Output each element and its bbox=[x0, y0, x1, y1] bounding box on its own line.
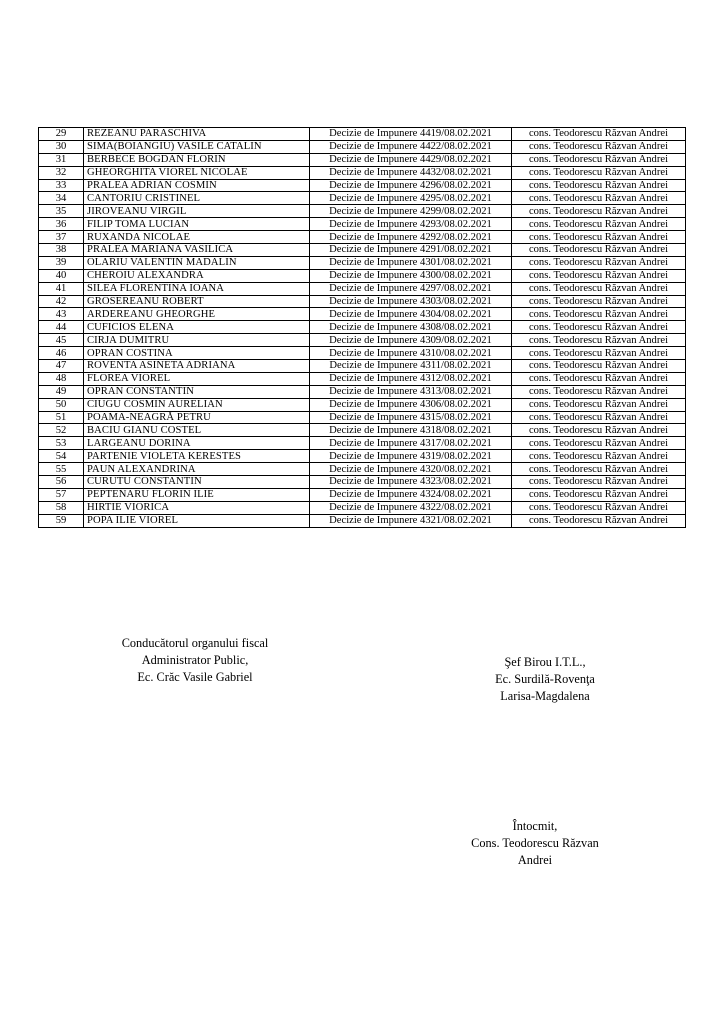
row-number-cell: 59 bbox=[39, 514, 84, 527]
table-row bbox=[39, 244, 686, 257]
row-number-cell: 58 bbox=[39, 501, 84, 514]
responsible-officer-cell: cons. Teodorescu Răzvan Andrei bbox=[512, 269, 686, 282]
taxpayers-table-body bbox=[39, 128, 686, 528]
row-number-cell: 36 bbox=[39, 218, 84, 231]
decision-reference-cell: Decizie de Impunere 4313/08.02.2021 bbox=[310, 385, 512, 398]
row-number-cell: 32 bbox=[39, 166, 84, 179]
decision-reference-cell: Decizie de Impunere 4303/08.02.2021 bbox=[310, 295, 512, 308]
signature-block-office-head bbox=[450, 654, 640, 705]
row-number-cell: 37 bbox=[39, 231, 84, 244]
signature-person-continued: Larisa-Magdalena bbox=[500, 689, 590, 703]
decision-reference-cell: Decizie de Impunere 4319/08.02.2021 bbox=[310, 450, 512, 463]
taxpayer-name-cell: SILEA FLORENTINA IOANA bbox=[84, 282, 310, 295]
row-number-cell: 41 bbox=[39, 282, 84, 295]
table-row bbox=[39, 321, 686, 334]
decision-reference-cell: Decizie de Impunere 4318/08.02.2021 bbox=[310, 424, 512, 437]
taxpayer-name-cell: RUXANDA NICOLAE bbox=[84, 231, 310, 244]
responsible-officer-cell: cons. Teodorescu Răzvan Andrei bbox=[512, 347, 686, 360]
taxpayer-name-cell: PEPTENARU FLORIN ILIE bbox=[84, 488, 310, 501]
signature-block-fiscal-head bbox=[100, 635, 290, 686]
taxpayer-name-cell: REZEANU PARASCHIVA bbox=[84, 128, 310, 141]
row-number-cell: 53 bbox=[39, 437, 84, 450]
table-row bbox=[39, 360, 686, 373]
taxpayers-table bbox=[38, 127, 686, 528]
responsible-officer-cell: cons. Teodorescu Răzvan Andrei bbox=[512, 205, 686, 218]
responsible-officer-cell: cons. Teodorescu Răzvan Andrei bbox=[512, 231, 686, 244]
taxpayer-name-cell: CIRJA DUMITRU bbox=[84, 334, 310, 347]
decision-reference-cell: Decizie de Impunere 4324/08.02.2021 bbox=[310, 488, 512, 501]
table-row bbox=[39, 488, 686, 501]
responsible-officer-cell: cons. Teodorescu Răzvan Andrei bbox=[512, 514, 686, 527]
row-number-cell: 50 bbox=[39, 398, 84, 411]
table-row bbox=[39, 476, 686, 489]
responsible-officer-cell: cons. Teodorescu Răzvan Andrei bbox=[512, 385, 686, 398]
responsible-officer-cell: cons. Teodorescu Răzvan Andrei bbox=[512, 372, 686, 385]
decision-reference-cell: Decizie de Impunere 4308/08.02.2021 bbox=[310, 321, 512, 334]
table-row bbox=[39, 295, 686, 308]
responsible-officer-cell: cons. Teodorescu Răzvan Andrei bbox=[512, 192, 686, 205]
responsible-officer-cell: cons. Teodorescu Răzvan Andrei bbox=[512, 295, 686, 308]
row-number-cell: 31 bbox=[39, 153, 84, 166]
signature-title: Conducătorul organului fiscal bbox=[121, 636, 269, 650]
signature-block-prepared-by bbox=[440, 818, 630, 869]
table-row bbox=[39, 372, 686, 385]
taxpayer-name-cell: CURUTU CONSTANTIN bbox=[84, 476, 310, 489]
responsible-officer-cell: cons. Teodorescu Răzvan Andrei bbox=[512, 488, 686, 501]
decision-reference-cell: Decizie de Impunere 4320/08.02.2021 bbox=[310, 463, 512, 476]
row-number-cell: 40 bbox=[39, 269, 84, 282]
taxpayer-name-cell: PARTENIE VIOLETA KERESTES bbox=[84, 450, 310, 463]
responsible-officer-cell: cons. Teodorescu Răzvan Andrei bbox=[512, 321, 686, 334]
signature-person: Ec. Crăc Vasile Gabriel bbox=[137, 670, 253, 684]
decision-reference-cell: Decizie de Impunere 4306/08.02.2021 bbox=[310, 398, 512, 411]
responsible-officer-cell: cons. Teodorescu Răzvan Andrei bbox=[512, 450, 686, 463]
decision-reference-cell: Decizie de Impunere 4317/08.02.2021 bbox=[310, 437, 512, 450]
taxpayer-name-cell: GHEORGHITA VIOREL NICOLAE bbox=[84, 166, 310, 179]
table-row bbox=[39, 128, 686, 141]
table-row bbox=[39, 398, 686, 411]
decision-reference-cell: Decizie de Impunere 4311/08.02.2021 bbox=[310, 360, 512, 373]
signature-person: Ec. Surdilă-Rovenţa bbox=[495, 672, 595, 686]
row-number-cell: 38 bbox=[39, 244, 84, 257]
table-row bbox=[39, 231, 686, 244]
taxpayer-name-cell: PRALEA ADRIAN COSMIN bbox=[84, 179, 310, 192]
signature-role: Administrator Public, bbox=[141, 653, 249, 667]
taxpayer-name-cell: CIUGU COSMIN AURELIAN bbox=[84, 398, 310, 411]
responsible-officer-cell: cons. Teodorescu Răzvan Andrei bbox=[512, 476, 686, 489]
taxpayer-name-cell: CHEROIU ALEXANDRA bbox=[84, 269, 310, 282]
decision-reference-cell: Decizie de Impunere 4323/08.02.2021 bbox=[310, 476, 512, 489]
table-row bbox=[39, 437, 686, 450]
row-number-cell: 30 bbox=[39, 140, 84, 153]
decision-reference-cell: Decizie de Impunere 4291/08.02.2021 bbox=[310, 244, 512, 257]
responsible-officer-cell: cons. Teodorescu Răzvan Andrei bbox=[512, 463, 686, 476]
responsible-officer-cell: cons. Teodorescu Răzvan Andrei bbox=[512, 398, 686, 411]
taxpayer-name-cell: HIRTIE VIORICA bbox=[84, 501, 310, 514]
taxpayer-name-cell: CANTORIU CRISTINEL bbox=[84, 192, 310, 205]
row-number-cell: 55 bbox=[39, 463, 84, 476]
row-number-cell: 56 bbox=[39, 476, 84, 489]
decision-reference-cell: Decizie de Impunere 4312/08.02.2021 bbox=[310, 372, 512, 385]
decision-reference-cell: Decizie de Impunere 4309/08.02.2021 bbox=[310, 334, 512, 347]
table-row bbox=[39, 218, 686, 231]
decision-reference-cell: Decizie de Impunere 4422/08.02.2021 bbox=[310, 140, 512, 153]
row-number-cell: 51 bbox=[39, 411, 84, 424]
responsible-officer-cell: cons. Teodorescu Răzvan Andrei bbox=[512, 282, 686, 295]
signature-role: Întocmit, bbox=[512, 819, 558, 833]
row-number-cell: 48 bbox=[39, 372, 84, 385]
row-number-cell: 42 bbox=[39, 295, 84, 308]
decision-reference-cell: Decizie de Impunere 4293/08.02.2021 bbox=[310, 218, 512, 231]
decision-reference-cell: Decizie de Impunere 4295/08.02.2021 bbox=[310, 192, 512, 205]
taxpayer-name-cell: PAUN ALEXANDRINA bbox=[84, 463, 310, 476]
row-number-cell: 43 bbox=[39, 308, 84, 321]
table-row bbox=[39, 450, 686, 463]
decision-reference-cell: Decizie de Impunere 4310/08.02.2021 bbox=[310, 347, 512, 360]
row-number-cell: 33 bbox=[39, 179, 84, 192]
responsible-officer-cell: cons. Teodorescu Răzvan Andrei bbox=[512, 334, 686, 347]
row-number-cell: 47 bbox=[39, 360, 84, 373]
table-row bbox=[39, 424, 686, 437]
decision-reference-cell: Decizie de Impunere 4304/08.02.2021 bbox=[310, 308, 512, 321]
table-row bbox=[39, 205, 686, 218]
responsible-officer-cell: cons. Teodorescu Răzvan Andrei bbox=[512, 244, 686, 257]
table-row bbox=[39, 334, 686, 347]
signature-role: Şef Birou I.T.L., bbox=[504, 655, 586, 669]
decision-reference-cell: Decizie de Impunere 4432/08.02.2021 bbox=[310, 166, 512, 179]
decision-reference-cell: Decizie de Impunere 4300/08.02.2021 bbox=[310, 269, 512, 282]
table-row bbox=[39, 269, 686, 282]
signature-person-continued: Andrei bbox=[517, 853, 553, 867]
taxpayer-name-cell: ROVENTA ASINETA ADRIANA bbox=[84, 360, 310, 373]
decision-reference-cell: Decizie de Impunere 4296/08.02.2021 bbox=[310, 179, 512, 192]
table-row bbox=[39, 256, 686, 269]
table-row bbox=[39, 463, 686, 476]
responsible-officer-cell: cons. Teodorescu Răzvan Andrei bbox=[512, 166, 686, 179]
table-row bbox=[39, 166, 686, 179]
table-row bbox=[39, 308, 686, 321]
decision-reference-cell: Decizie de Impunere 4292/08.02.2021 bbox=[310, 231, 512, 244]
taxpayer-name-cell: OPRAN COSTINA bbox=[84, 347, 310, 360]
table-row bbox=[39, 282, 686, 295]
row-number-cell: 44 bbox=[39, 321, 84, 334]
decision-reference-cell: Decizie de Impunere 4301/08.02.2021 bbox=[310, 256, 512, 269]
taxpayer-name-cell: POPA ILIE VIOREL bbox=[84, 514, 310, 527]
decision-reference-cell: Decizie de Impunere 4315/08.02.2021 bbox=[310, 411, 512, 424]
table-row bbox=[39, 192, 686, 205]
table-row bbox=[39, 501, 686, 514]
row-number-cell: 54 bbox=[39, 450, 84, 463]
responsible-officer-cell: cons. Teodorescu Răzvan Andrei bbox=[512, 501, 686, 514]
row-number-cell: 29 bbox=[39, 128, 84, 141]
taxpayer-name-cell: FILIP TOMA LUCIAN bbox=[84, 218, 310, 231]
taxpayer-name-cell: PRALEA MARIANA VASILICA bbox=[84, 244, 310, 257]
row-number-cell: 35 bbox=[39, 205, 84, 218]
table-row bbox=[39, 385, 686, 398]
taxpayer-name-cell: FLOREA VIOREL bbox=[84, 372, 310, 385]
taxpayer-name-cell: SIMA(BOIANGIU) VASILE CATALIN bbox=[84, 140, 310, 153]
taxpayer-name-cell: GROSEREANU ROBERT bbox=[84, 295, 310, 308]
table-row bbox=[39, 347, 686, 360]
taxpayer-name-cell: ARDEREANU GHEORGHE bbox=[84, 308, 310, 321]
responsible-officer-cell: cons. Teodorescu Răzvan Andrei bbox=[512, 424, 686, 437]
row-number-cell: 39 bbox=[39, 256, 84, 269]
decision-reference-cell: Decizie de Impunere 4321/08.02.2021 bbox=[310, 514, 512, 527]
responsible-officer-cell: cons. Teodorescu Răzvan Andrei bbox=[512, 140, 686, 153]
decision-reference-cell: Decizie de Impunere 4429/08.02.2021 bbox=[310, 153, 512, 166]
taxpayer-name-cell: CUFICIOS ELENA bbox=[84, 321, 310, 334]
responsible-officer-cell: cons. Teodorescu Răzvan Andrei bbox=[512, 179, 686, 192]
responsible-officer-cell: cons. Teodorescu Răzvan Andrei bbox=[512, 360, 686, 373]
taxpayer-name-cell: POAMA-NEAGRĂ PETRU bbox=[84, 411, 310, 424]
row-number-cell: 49 bbox=[39, 385, 84, 398]
taxpayer-name-cell: OPRAN CONSTANTIN bbox=[84, 385, 310, 398]
taxpayer-name-cell: LARGEANU DORINA bbox=[84, 437, 310, 450]
row-number-cell: 34 bbox=[39, 192, 84, 205]
signature-person: Cons. Teodorescu Răzvan bbox=[471, 836, 599, 850]
responsible-officer-cell: cons. Teodorescu Răzvan Andrei bbox=[512, 411, 686, 424]
responsible-officer-cell: cons. Teodorescu Răzvan Andrei bbox=[512, 128, 686, 141]
row-number-cell: 52 bbox=[39, 424, 84, 437]
responsible-officer-cell: cons. Teodorescu Răzvan Andrei bbox=[512, 218, 686, 231]
responsible-officer-cell: cons. Teodorescu Răzvan Andrei bbox=[512, 256, 686, 269]
row-number-cell: 57 bbox=[39, 488, 84, 501]
responsible-officer-cell: cons. Teodorescu Răzvan Andrei bbox=[512, 437, 686, 450]
table-row bbox=[39, 179, 686, 192]
decision-reference-cell: Decizie de Impunere 4322/08.02.2021 bbox=[310, 501, 512, 514]
table-row bbox=[39, 514, 686, 527]
decision-reference-cell: Decizie de Impunere 4419/08.02.2021 bbox=[310, 128, 512, 141]
taxpayer-name-cell: BERBECE BOGDAN FLORIN bbox=[84, 153, 310, 166]
table-row bbox=[39, 411, 686, 424]
decision-reference-cell: Decizie de Impunere 4297/08.02.2021 bbox=[310, 282, 512, 295]
row-number-cell: 46 bbox=[39, 347, 84, 360]
responsible-officer-cell: cons. Teodorescu Răzvan Andrei bbox=[512, 308, 686, 321]
table-row bbox=[39, 140, 686, 153]
taxpayer-name-cell: JIROVEANU VIRGIL bbox=[84, 205, 310, 218]
row-number-cell: 45 bbox=[39, 334, 84, 347]
table-row bbox=[39, 153, 686, 166]
decision-reference-cell: Decizie de Impunere 4299/08.02.2021 bbox=[310, 205, 512, 218]
taxpayer-name-cell: BACIU GIANU COSTEL bbox=[84, 424, 310, 437]
responsible-officer-cell: cons. Teodorescu Răzvan Andrei bbox=[512, 153, 686, 166]
taxpayer-name-cell: OLARIU VALENTIN MADALIN bbox=[84, 256, 310, 269]
